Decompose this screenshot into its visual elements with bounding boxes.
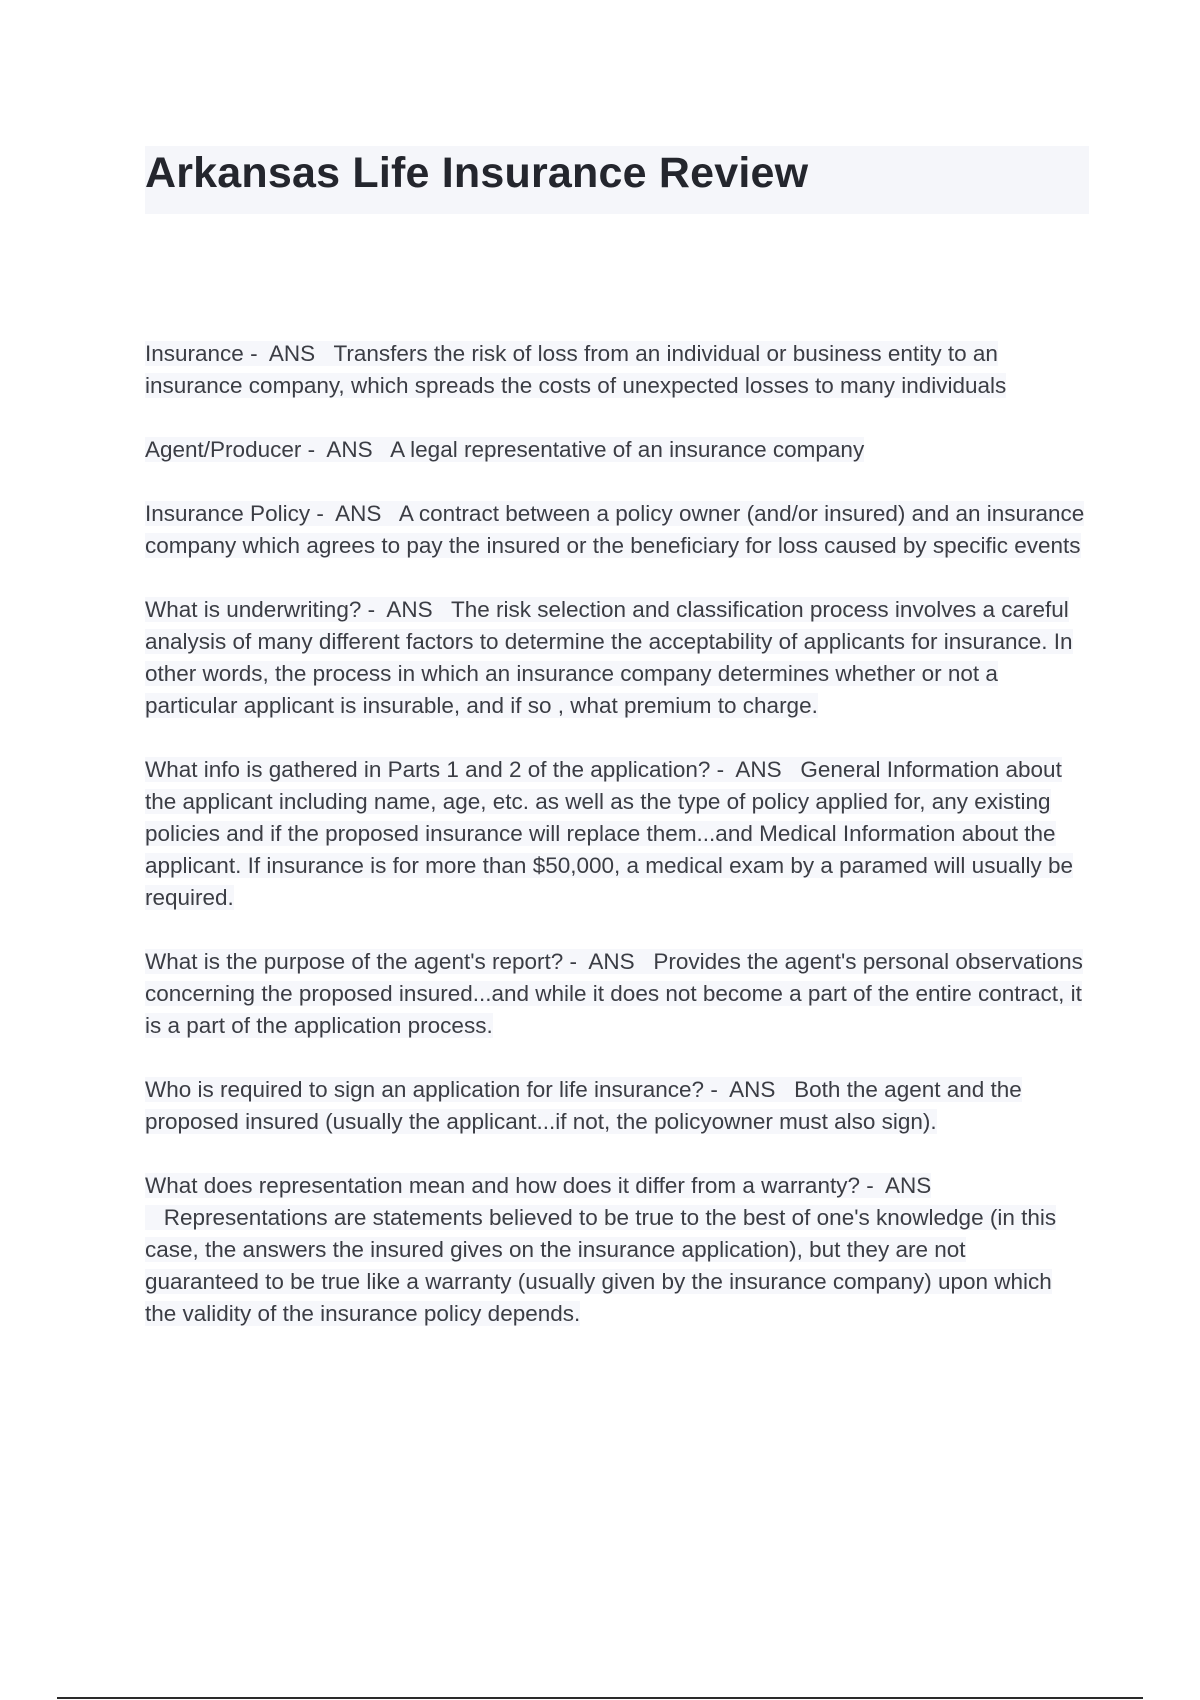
qa-answer-marker: ANS — [729, 1077, 776, 1102]
qa-answer: The risk selection and classification process involves a careful analysis of many different factors to determine the acceptability of applicants for insurance. In other words, the process in which an insurance company determines whether or not a particular applicant is insurable, and if so , what premium to charge. — [145, 597, 1073, 718]
qa-question: Insurance Policy — [145, 501, 311, 526]
document-title: Arkansas Life Insurance Review — [145, 149, 809, 197]
qa-answer-marker: ANS — [268, 341, 316, 366]
qa-item: What is the purpose of the agent's report? - ANS Provides the agent's personal observations concerning the proposed insured...and while it does not become a part of the entire contract, it is a part of the application process. — [145, 949, 1083, 1038]
qa-answer: Representations are statements believed to be true to the best of one's knowledge (in this case, the answers the insured gives on the insurance application), but they are not guaranteed to be true like a warranty (usually given by the insurance company) upon which the validity of the insurance policy depends. — [145, 1205, 1057, 1326]
qa-answer-marker: ANS — [335, 501, 382, 526]
qa-list — [145, 338, 1085, 1362]
qa-item: Insurance - ANS Transfers the risk of loss from an individual or business entity to an insurance company, which spreads the costs of unexpected losses to many individuals — [145, 341, 1007, 398]
qa-item: Insurance Policy - ANS A contract between a policy owner (and/or insured) and an insurance company which agrees to pay the insured or the beneficiary for loss caused by specific events — [145, 501, 1085, 558]
qa-question: What is the purpose of the agent's report? — [145, 949, 564, 974]
footer-divider — [57, 1697, 1143, 1699]
qa-answer-marker: ANS — [884, 1173, 932, 1198]
qa-answer: Transfers the risk of loss from an individual or business entity to an insurance company, which spreads the costs of unexpected losses to many individuals — [145, 341, 1007, 398]
qa-answer-marker: ANS — [326, 437, 373, 462]
qa-answer: Both the agent and the proposed insured (usually the applicant...if not, the policyowner must also sign). — [145, 1077, 1022, 1134]
qa-answer-marker: ANS — [386, 597, 433, 622]
qa-item: Who is required to sign an application for life insurance? - ANS Both the agent and the proposed insured (usually the applicant...if not, the policyowner must also sign). — [145, 1077, 1022, 1134]
qa-question: What info is gathered in Parts 1 and 2 of the application? — [145, 757, 711, 782]
qa-question: Who is required to sign an application for life insurance? — [145, 1077, 705, 1102]
qa-question: What does representation mean and how does it differ from a warranty? — [145, 1173, 860, 1198]
qa-question: Agent/Producer — [145, 437, 302, 462]
qa-answer: A contract between a policy owner (and/or insured) and an insurance company which agrees to pay the insured or the beneficiary for loss caused by specific events — [145, 501, 1085, 558]
qa-answer-marker: ANS — [588, 949, 635, 974]
qa-answer-marker: ANS — [735, 757, 782, 782]
qa-item: Agent/Producer - ANS A legal representative of an insurance company — [145, 437, 865, 462]
qa-item: What does representation mean and how does it differ from a warranty? - ANS Representations are statements believed to be true to the best of one's knowledge (in this case, the answers the insured gives on the insurance application), but they are not guaranteed to be true like a warranty (usually given by the insurance company) upon which the validity of the insurance policy depends. — [145, 1173, 1057, 1326]
qa-item: What info is gathered in Parts 1 and 2 of the application? - ANS General Information about the applicant including name, age, etc. as well as the type of policy applied for, any existing policies and if the proposed insurance will replace them...and Medical Information about the applicant. If insurance is for more than $50,000, a medical exam by a paramed will usually be required. — [145, 757, 1073, 910]
qa-question: What is underwriting? — [145, 597, 362, 622]
qa-question: Insurance — [145, 341, 244, 366]
qa-answer: A legal representative of an insurance company — [390, 437, 865, 462]
qa-item: What is underwriting? - ANS The risk selection and classification process involves a careful analysis of many different factors to determine the acceptability of applicants for insurance. In other words, the process in which an insurance company determines whether or not a particular applicant is insurable, and if so , what premium to charge. — [145, 597, 1073, 718]
qa-answer: Provides the agent's personal observations concerning the proposed insured...and while it does not become a part of the entire contract, it is a part of the application process. — [145, 949, 1083, 1038]
qa-answer: General Information about the applicant including name, age, etc. as well as the type of policy applied for, any existing policies and if the proposed insurance will replace them...and Medical Information about the applicant. If insurance is for more than $50,000, a medical exam by a paramed will usually be required. — [145, 757, 1073, 910]
